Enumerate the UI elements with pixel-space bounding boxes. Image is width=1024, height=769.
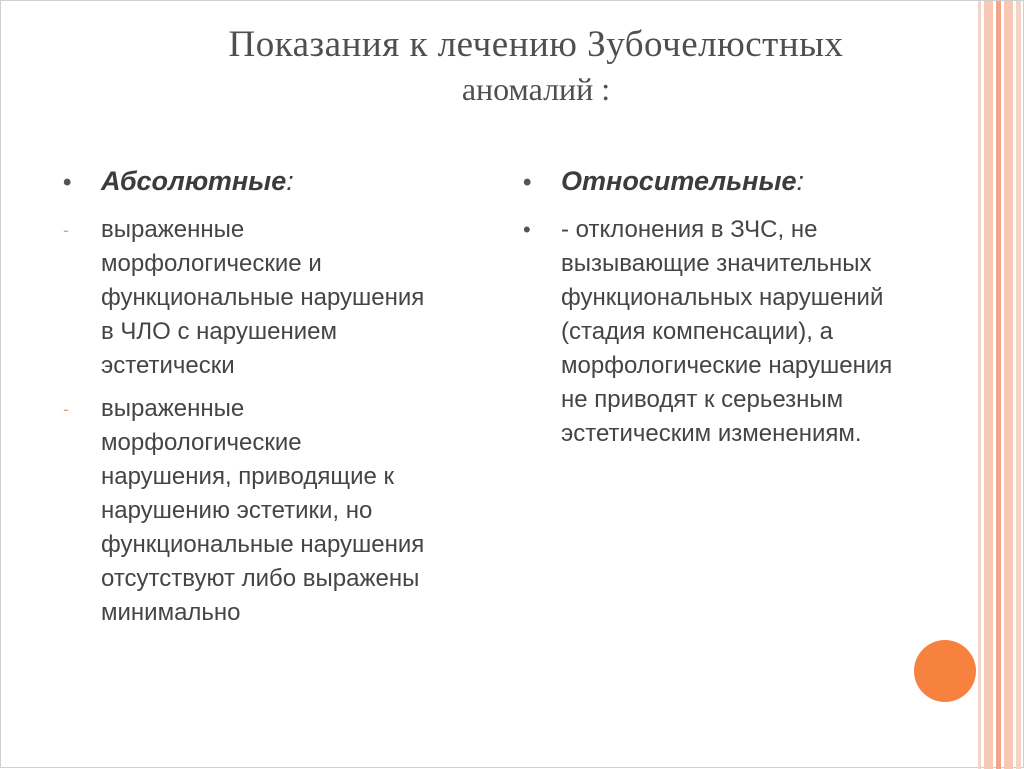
heading-colon: : — [796, 166, 805, 196]
decor-stripe — [984, 1, 993, 769]
bullet-marker-icon: • — [523, 217, 531, 242]
list-item-text: выраженные морфологические нарушения, приводящие к нарушению эстетики, но функциональные нарушения отсутствуют либо выражены минимально — [101, 395, 425, 626]
list-item — [63, 213, 493, 383]
slide-title-line-1: Показания к лечению Зубочелюстных — [228, 24, 844, 65]
bullet-icon: • — [63, 169, 72, 196]
slide-title — [101, 23, 971, 108]
absolute-indications-column — [63, 166, 493, 639]
decor-stripe — [1016, 1, 1021, 769]
list-item-text: - отклонения в ЗЧС, не вызывающие значительных функциональных нарушений (стадия компенсации), а морфологические нарушения не приводят к серьезным эстетическим изменениям. — [561, 216, 893, 447]
heading-colon: : — [286, 166, 294, 196]
absolute-heading-text: Абсолютные — [101, 166, 287, 196]
decor-circle-icon — [914, 640, 976, 702]
list-item — [63, 392, 493, 630]
slide-title-line-2: аномалий : — [461, 70, 611, 107]
decor-stripe — [1004, 1, 1013, 769]
relative-heading-text: Относительные — [561, 166, 797, 196]
absolute-heading — [63, 166, 493, 197]
list-item-text: выраженные морфологические и функциональные нарушения в ЧЛО с нарушением эстетически — [101, 216, 425, 379]
relative-heading — [523, 166, 963, 197]
decor-stripe — [978, 1, 981, 769]
relative-indications-column — [523, 166, 963, 460]
bullet-icon: • — [523, 169, 532, 196]
dash-marker-icon: - — [63, 220, 69, 240]
dash-marker-icon: - — [63, 399, 69, 419]
list-item — [523, 213, 963, 451]
decor-stripe — [996, 1, 1001, 769]
